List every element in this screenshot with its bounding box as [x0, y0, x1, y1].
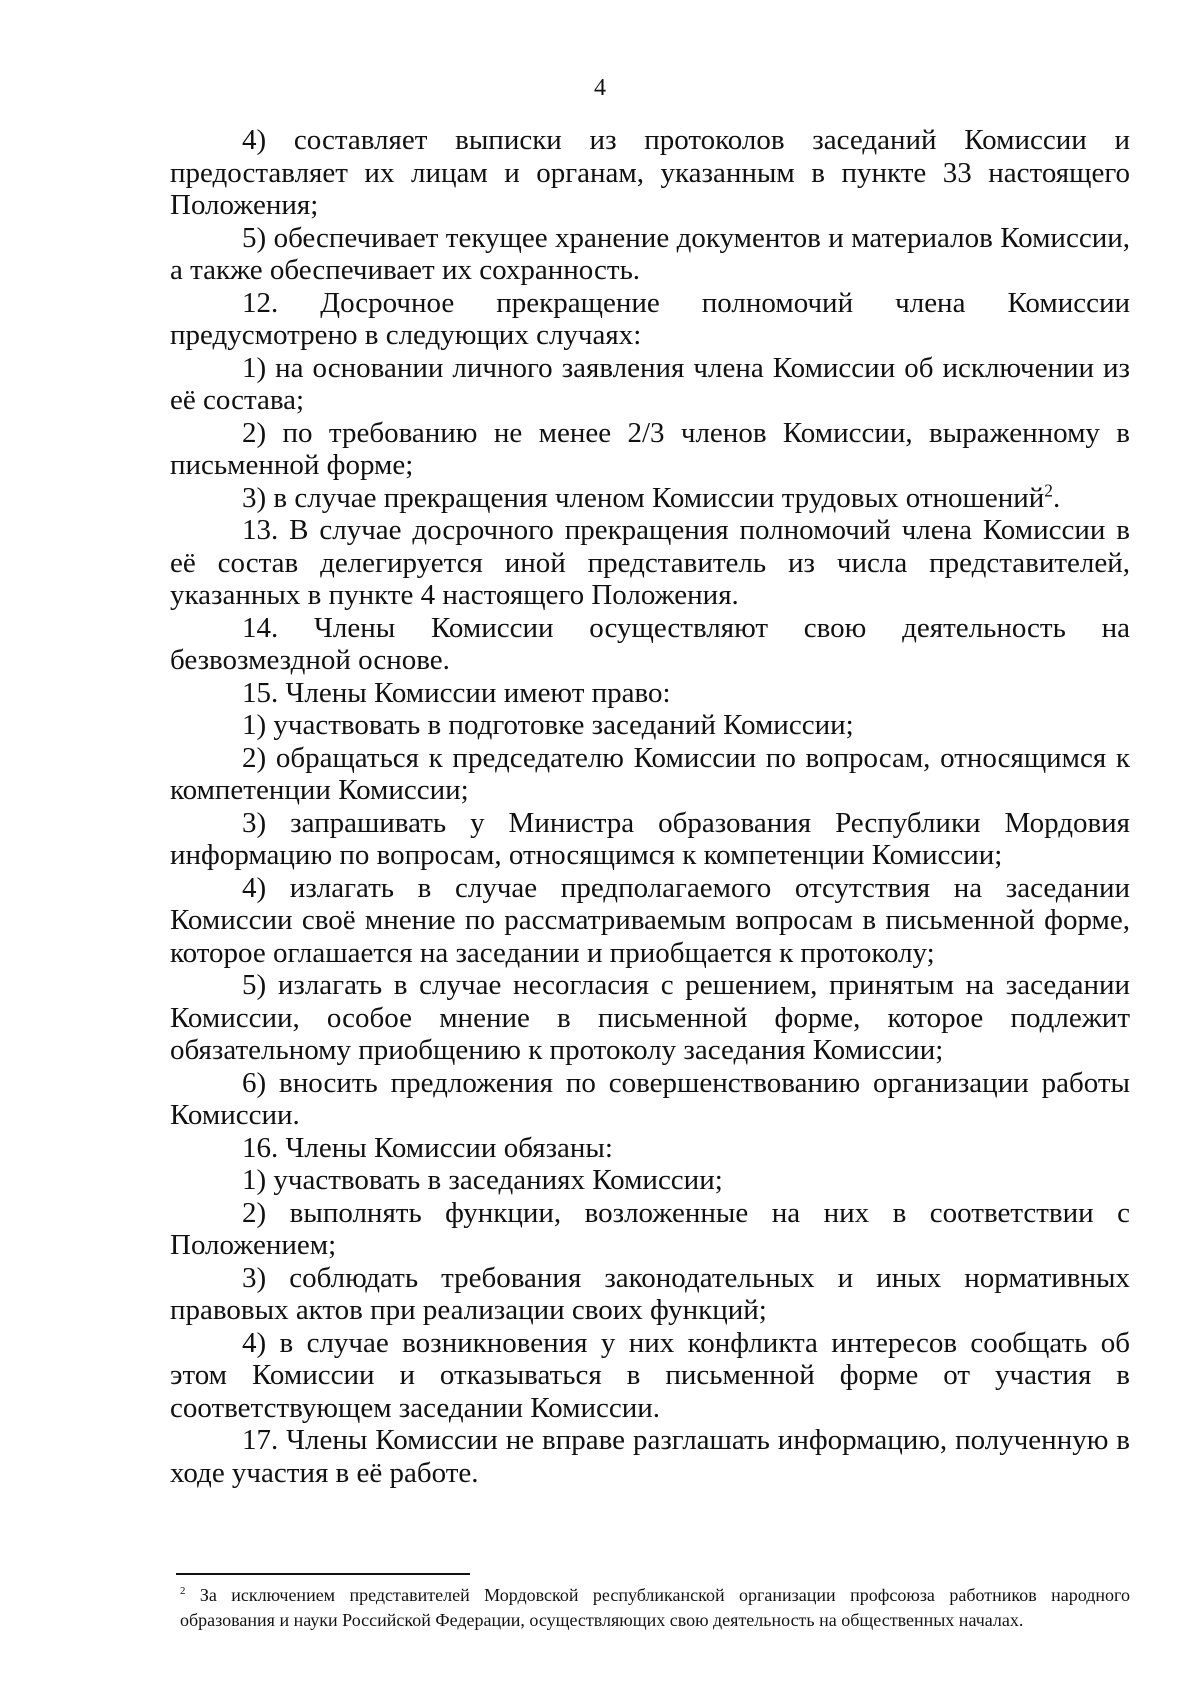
- paragraph-12-item-3-end: .: [1052, 481, 1061, 514]
- paragraph-11-item-4: 4) составляет выписки из протоколов заседаний Комиссии и предоставляет их лицам и органам, указанным в пункте 33 настоящего Положения;: [170, 124, 1130, 221]
- paragraph-16-item-1: 1) участвовать в заседаниях Комиссии;: [242, 1164, 723, 1196]
- paragraph-12-item-1: 1) на основании личного заявления члена Комиссии об исключении из её состава;: [170, 351, 1130, 416]
- document-body: [170, 124, 1130, 1489]
- footnote-separator: [176, 1573, 470, 1575]
- paragraph-15-item-2: 2) обращаться к председателю Комиссии по вопросам, относящимся к компетенции Комиссии;: [170, 741, 1130, 806]
- paragraph-12-item-3-text: 3) в случае прекращения членом Комиссии трудовых отношений: [242, 481, 1045, 514]
- paragraph-14: 14. Члены Комиссии осуществляют свою деятельность на безвозмездной основе.: [170, 611, 1130, 676]
- paragraph-15-item-6: 6) вносить предложения по совершенствованию организации работы Комиссии.: [170, 1066, 1130, 1131]
- paragraph-11-item-5: 5) обеспечивает текущее хранение документов и материалов Комиссии, а также обеспечивает их сохранность.: [170, 221, 1130, 286]
- page-number: 4: [594, 75, 606, 101]
- paragraph-17: 17. Члены Комиссии не вправе разглашать информацию, полученную в ходе участия в её работе.: [170, 1424, 1130, 1489]
- footnote: [180, 1583, 1130, 1633]
- paragraph-15-item-1: 1) участвовать в подготовке заседаний Комиссии;: [242, 709, 854, 741]
- paragraph-16-item-4: 4) в случае возникновения у них конфликта интересов сообщать об этом Комиссии и отказываться в письменной форме от участия в соответствующем заседании Комиссии.: [170, 1326, 1130, 1424]
- paragraph-12-item-2: 2) по требованию не менее 2/3 членов Комиссии, выраженному в письменной форме;: [170, 416, 1130, 481]
- footnote-mark: 2: [180, 1585, 186, 1597]
- paragraph-13: 13. В случае досрочного прекращения полномочий члена Комиссии в её состав делегируется иной представитель из числа представителей, указанных в пункте 4 настоящего Положения.: [170, 514, 1130, 611]
- paragraph-15: 15. Члены Комиссии имеют право:: [242, 676, 671, 709]
- paragraph-15-item-4: 4) излагать в случае предполагаемого отсутствия на заседании Комиссии своё мнение по рассматриваемым вопросам в письменной форме, которое оглашается на заседании и приобщается к протоколу;: [170, 871, 1130, 969]
- paragraph-15-item-3: 3) запрашивать у Министра образования Республики Мордовия информацию по вопросам, относящимся к компетенции Комиссии;: [170, 806, 1130, 871]
- paragraph-16-item-3: 3) соблюдать требования законодательных и иных нормативных правовых актов при реализации своих функций;: [170, 1261, 1130, 1326]
- footnote-reference: 2: [1044, 479, 1053, 500]
- paragraph-12-item-3: [170, 479, 1130, 515]
- paragraph-12: 12. Досрочное прекращение полномочий члена Комиссии предусмотрено в следующих случаях:: [170, 286, 1130, 351]
- paragraph-16-item-2: 2) выполнять функции, возложенные на них в соответствии с Положением;: [170, 1196, 1130, 1261]
- footnote-text: За исключением представителей Мордовской республиканской организации профсоюза работников народного образования и науки Российской Федерации, осуществляющих свою деятельность на общественных началах.: [180, 1585, 1130, 1630]
- paragraph-16: 16. Члены Комиссии обязаны:: [242, 1131, 613, 1164]
- paragraph-15-item-5: 5) излагать в случае несогласия с решением, принятым на заседании Комиссии, особое мнение в письменной форме, которое подлежит обязательному приобщению к протоколу заседания Комиссии;: [170, 969, 1130, 1066]
